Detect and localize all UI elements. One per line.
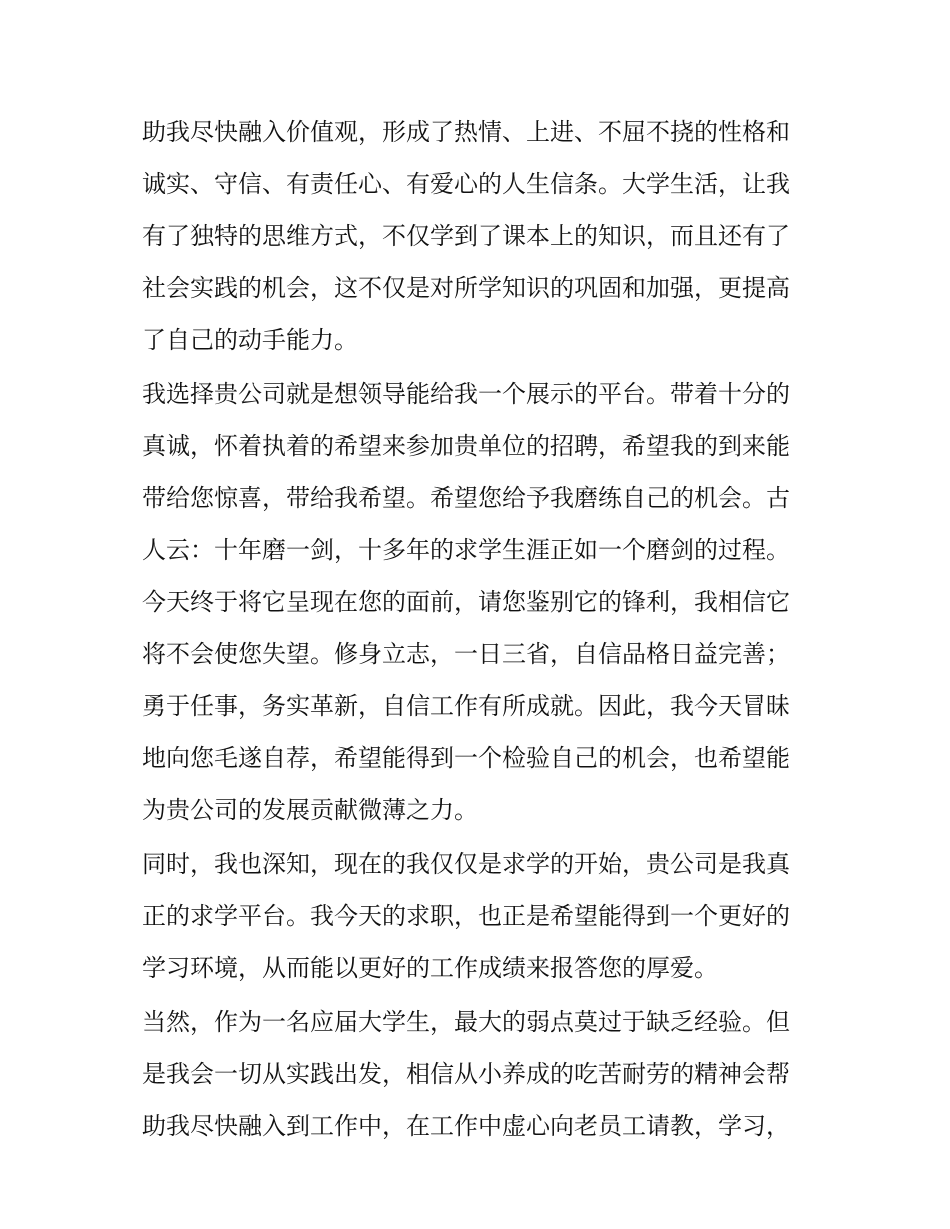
text-line: 社会实践的机会，这不仅是对所学知识的巩固和加强，更提高	[142, 274, 790, 302]
text-line: 我选择贵公司就是想领导能给我一个展示的平台。带着十分的	[142, 380, 790, 408]
text-line: 为贵公司的发展贡献微薄之力。	[142, 796, 478, 824]
text-line: 同时，我也深知，现在的我仅仅是求学的开始，贵公司是我真	[142, 850, 790, 878]
text-line: 有了独特的思维方式，不仅学到了课本上的知识，而且还有了	[142, 222, 790, 250]
text-line: 当然，作为一名应届大学生，最大的弱点莫过于缺乏经验。但	[142, 1008, 790, 1036]
text-line: 助我尽快融入价值观，形成了热情、上进、不屈不挠的性格和	[142, 118, 790, 146]
text-line: 正的求学平台。我今天的求职，也正是希望能得到一个更好的	[142, 902, 790, 930]
paragraph-4	[142, 996, 814, 1152]
text-line: 诚实、守信、有责任心、有爱心的人生信条。大学生活，让我	[142, 170, 790, 198]
text-line: 真诚，怀着执着的希望来参加贵单位的招聘，希望我的到来能	[142, 432, 790, 460]
text-line: 学习环境，从而能以更好的工作成绩来报答您的厚爱。	[142, 954, 718, 982]
text-line: 人云：十年磨一剑，十多年的求学生涯正如一个磨剑的过程。	[142, 536, 790, 564]
paragraph-2	[142, 368, 814, 836]
text-line: 地向您毛遂自荐，希望能得到一个检验自己的机会，也希望能	[142, 744, 790, 772]
text-line: 今天终于将它呈现在您的面前，请您鉴别它的锋利，我相信它	[142, 588, 790, 616]
paragraph-1	[142, 106, 814, 366]
text-line: 助我尽快融入到工作中，在工作中虚心向老员工请教，学习，	[142, 1112, 790, 1140]
text-line: 将不会使您失望。修身立志，一日三省，自信品格日益完善；	[142, 640, 790, 668]
text-line: 了自己的动手能力。	[142, 326, 358, 354]
text-line: 是我会一切从实践出发，相信从小养成的吃苦耐劳的精神会帮	[142, 1060, 790, 1088]
text-line: 带给您惊喜，带给我希望。希望您给予我磨练自己的机会。古	[142, 484, 790, 512]
paragraph-3	[142, 838, 814, 994]
letter-body	[142, 106, 814, 1152]
text-line: 勇于任事，务实革新，自信工作有所成就。因此，我今天冒昧	[142, 692, 790, 720]
